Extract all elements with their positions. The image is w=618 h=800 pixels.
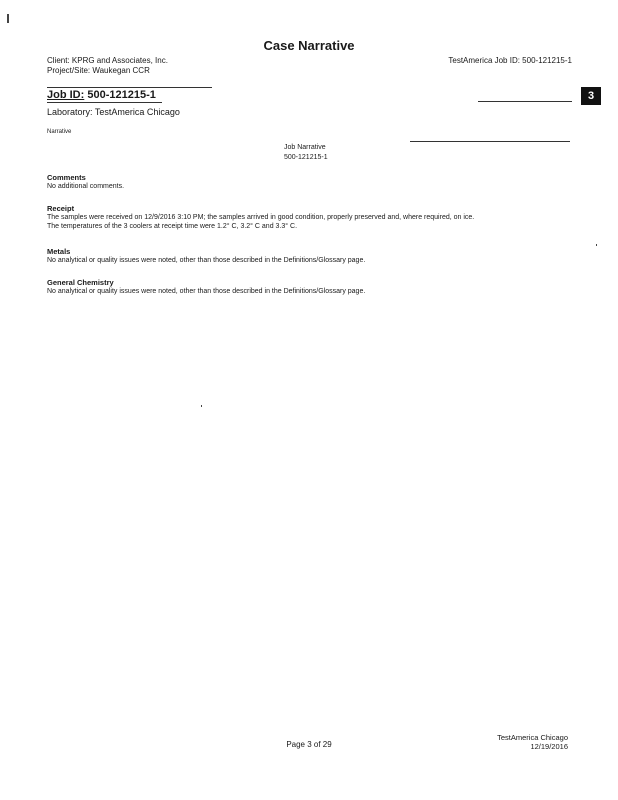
section-heading: Comments [47,173,86,182]
job-id-heading [47,89,156,101]
section-text: No additional comments. [47,183,125,190]
job-id-rule [47,102,162,103]
job-id-value: 500-121215-1 [87,89,156,101]
project-line: Project/Site: Waukegan CCR [47,66,150,75]
section-metals [47,247,365,265]
laboratory-line: Laboratory: TestAmerica Chicago [47,107,180,117]
footer-lab: TestAmerica Chicago [497,733,568,742]
section-tab-badge: 3 [581,87,601,105]
job-id-label: Job ID: [47,89,85,101]
job-narrative-id: 500-121215-1 [284,154,328,161]
speck-mark [596,244,597,246]
page-number: Page 3 of 29 [286,740,332,749]
job-reference: TestAmerica Job ID: 500-121215-1 [448,56,572,65]
header-rule [47,87,212,88]
section-heading: Receipt [47,204,75,213]
footer-date: 12/19/2016 [530,742,568,751]
job-narrative-title: Job Narrative [284,144,326,151]
narrative-label: Narrative [47,129,72,135]
section-heading: Metals [47,247,71,256]
header-rule-right [478,101,572,102]
section-receipt [47,204,474,231]
narrative-rule [410,141,570,142]
footer-lab-info [497,733,568,751]
page-title: Case Narrative [263,38,355,53]
section-text: The temperatures of the 3 coolers at receipt time were 1.2° C, 3.2° C and 3.3° C. [47,223,298,230]
section-general-chemistry [47,278,365,296]
section-text: No analytical or quality issues were noted, other than those described in the Definitions/Glossary page. [47,288,366,295]
corner-mark [7,14,9,23]
job-narrative-heading [284,143,328,163]
client-line: Client: KPRG and Associates, Inc. [47,56,168,65]
section-heading: General Chemistry [47,278,114,287]
section-text: The samples were received on 12/9/2016 3:10 PM; the samples arrived in good condition, properly preserved and, where required, on ice. [47,214,475,221]
section-comments [47,173,124,191]
section-text: No analytical or quality issues were noted, other than those described in the Definitions/Glossary page. [47,257,366,264]
speck-mark [201,405,202,407]
